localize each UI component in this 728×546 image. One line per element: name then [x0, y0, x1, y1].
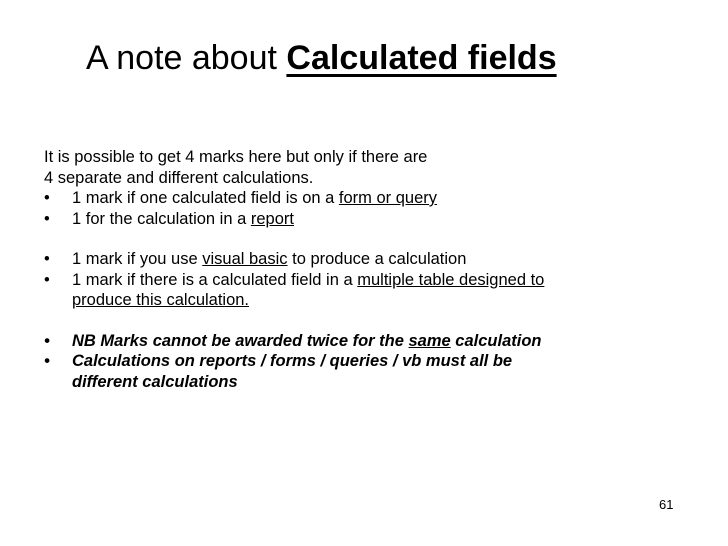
bullet-icon: • [44, 250, 50, 268]
title-emphasis: Calculated fields [286, 39, 557, 77]
bullet-underlined-term: form or query [338, 189, 438, 207]
bullet-text-continued: different calculations [72, 372, 238, 391]
bullet-text: 1 for the calculation in a [72, 209, 251, 228]
bullet-text: NB Marks cannot be awarded twice for the [72, 331, 409, 350]
bullet-icon: • [44, 331, 50, 350]
bullet-underlined-term-continued: produce this calculation. [72, 291, 250, 309]
slide-body [44, 147, 694, 392]
bullet-report [44, 209, 694, 230]
title-plain: A note about [86, 39, 287, 77]
bullet-form-or-query [44, 188, 694, 209]
bullet-different-calculations [44, 351, 694, 392]
bullet-text: 1 mark if there is a calculated field in a [72, 270, 358, 289]
bullet-visual-basic [44, 249, 694, 270]
bullet-icon: • [44, 352, 50, 370]
spacer [44, 229, 694, 249]
bullet-underlined-term: multiple table designed to [357, 270, 545, 289]
bullet-underlined-term: same [408, 331, 451, 350]
spacer [44, 311, 694, 331]
bullet-icon: • [44, 270, 50, 289]
slide-title [86, 38, 557, 78]
bullet-text-tail: to produce a calculation [287, 250, 467, 268]
bullet-text: Calculations on reports / forms / queries / vb must all be [72, 352, 513, 370]
bullet-text: 1 mark if one calculated field is on a [72, 189, 339, 207]
intro-line-2: 4 separate and different calculations. [44, 168, 314, 187]
page-number: 61 [659, 497, 674, 512]
bullet-icon: • [44, 209, 50, 228]
bullet-multiple-table [44, 270, 694, 311]
bullet-text: 1 mark if you use [72, 250, 203, 268]
bullet-icon: • [44, 189, 50, 207]
bullet-underlined-term: report [250, 209, 294, 228]
intro-line-1: It is possible to get 4 marks here but only if there are [44, 148, 428, 166]
bullet-text-tail: calculation [450, 331, 542, 350]
bullet-nb-marks [44, 331, 694, 352]
bullet-underlined-term: visual basic [202, 250, 288, 268]
